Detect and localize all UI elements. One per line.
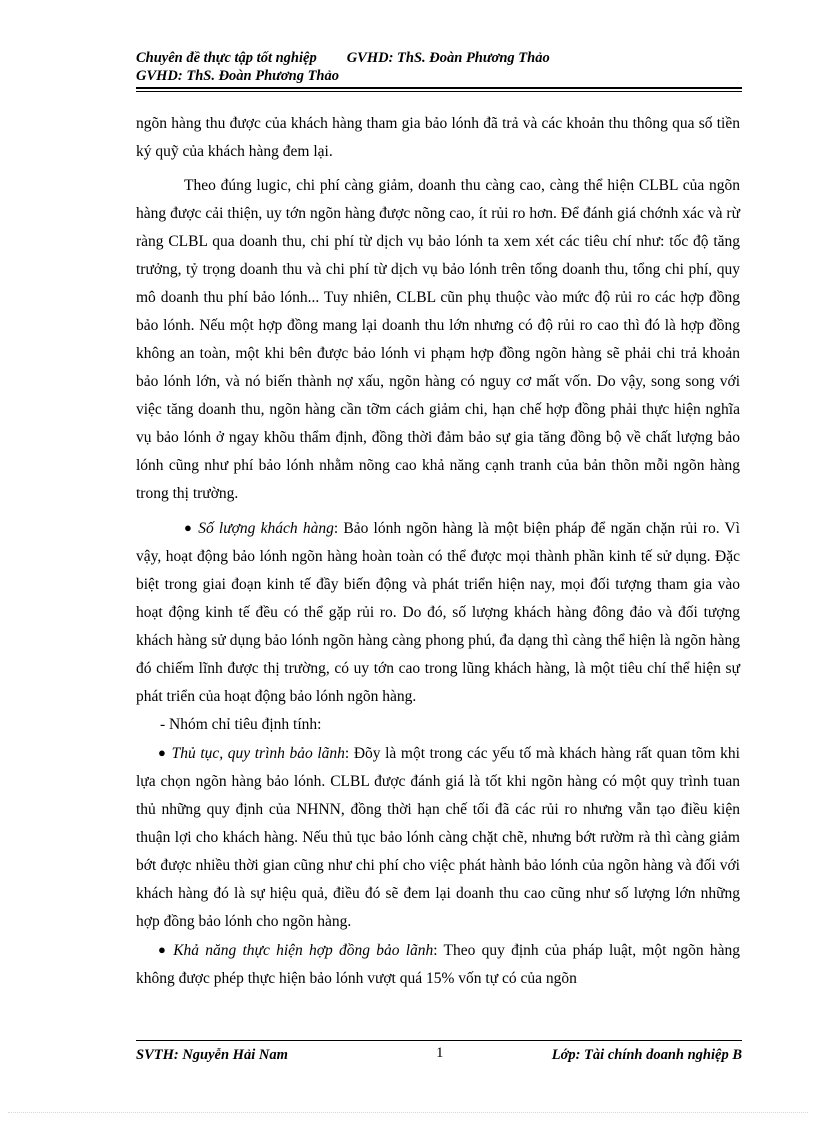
bullet-paragraph <box>136 936 740 993</box>
list-heading: - Nhóm chỉ tiêu định tính: <box>160 716 322 733</box>
footer-student: SVTH: Nguyễn Hải Nam <box>136 1047 288 1063</box>
header-line-2: GVHD: ThS. Đoàn Phương Thảo <box>136 68 339 84</box>
header-rule <box>136 87 742 92</box>
page-header <box>136 49 742 85</box>
paragraph: Theo đúng lugic, chi phí càng giảm, doanh thu càng cao, càng thể hiện CLBL của ngõn hàng được cải thiện, uy tớn ngõn hàng được nõng cao, ít rủi ro hơn. Để đánh giá chớnh xác và rừ ràng CLBL qua doanh thu, chi phí từ dịch vụ bảo lónh ta xem xét các tiêu chí như: tốc độ tăng trưởng, tỷ trọng doanh thu và chi phí từ dịch vụ bảo lónh trên tổng doanh thu, tổng chi phí, quy mô doanh thu phí bảo lónh... Tuy nhiên, CLBL cũn phụ thuộc vào mức độ rủi ro các hợp đồng bảo lónh. Nếu một hợp đồng mang lại doanh thu lớn nhưng có độ rủi ro cao thì đó là hợp đồng không an toàn, một khi bên được bảo lónh vi phạm hợp đồng ngõn hàng sẽ phải chi trả khoản bảo lónh lớn, và nó biến thành nợ xấu, ngõn hàng có nguy cơ mất vốn. Do vậy, song song với việc tăng doanh thu, ngõn hàng cần tỡm cách giảm chi, hạn chế hợp đồng phải thực hiện nghĩa vụ bảo lónh ở ngay khõu thẩm định, đồng thời đảm bảo sự gia tăng đồng bộ về chất lượng bảo lónh cũng như phí bảo lónh nhằm nõng cao khả năng cạnh tranh của bản thõn mỗi ngõn hàng trong thị trường. <box>136 177 740 502</box>
page-number: 1 <box>436 1045 444 1061</box>
bullet-icon: ● <box>158 745 167 760</box>
bullet-text: : Đõy là một trong các yếu tố mà khách hàng rất quan tõm khi lựa chọn ngõn hàng bảo lónh. CLBL được đánh giá là tốt khi ngõn hàng có một quy trình tuan thủ những quy định của NHNN, đồng thời hạn chế tối đã các rủi ro nhưng vẫn tạo điều kiện thuận lợi cho khách hàng. Nếu thủ tục bảo lónh càng chặt chẽ, nhưng bớt rườm rà thì càng giảm bớt được nhiều thời gian cũng như chi phí cho việc phát hành bảo lónh của ngõn hàng và đối với khách hàng đó là sự hiệu quả, điều đó sẽ đem lại doanh thu cao cũng như số lượng lớn những hợp đồng bảo lónh cho ngõn hàng. <box>136 745 740 930</box>
bullet-icon: ● <box>184 520 194 535</box>
bullet-paragraph <box>136 514 740 711</box>
page-edge-divider <box>8 1112 808 1113</box>
bullet-icon: ● <box>158 942 169 957</box>
bullet-text: : Theo quy định của pháp luật, một ngõn hàng không được phép thực hiện bảo lónh vượt quá 15% vốn tự có của ngõn <box>136 942 740 987</box>
bullet-term: Thủ tục, quy trình bảo lãnh <box>171 745 345 762</box>
page-footer <box>136 1045 742 1067</box>
bullet-term: Số lượng khách hàng <box>198 520 334 537</box>
bullet-text: : Bảo lónh ngõn hàng là một biện pháp để ngăn chặn rủi ro. Vì vậy, hoạt động bảo lónh ngõn hàng hoàn toàn có thể được mọi thành phần kinh tế sử dụng. Đặc biệt trong giai đoạn kinh tế đầy biến động và phát triển hiện nay, mọi đối tượng tham gia vào hoạt động kinh tế đều có thể gặp rủi ro. Do đó, số lượng khách hàng đông đảo và đối tượng khách hàng sử dụng bảo lónh ngõn hàng càng phong phú, đa dạng thì càng thể hiện là ngõn hàng đó chiếm lĩnh được thị trường, có uy tớn cao trong lũng khách hàng, là một tiêu chí thể hiện sự phát triển của hoạt động bảo lónh ngõn hàng. <box>136 520 740 705</box>
bullet-paragraph <box>136 739 740 936</box>
footer-class: Lớp: Tài chính doanh nghiệp B <box>551 1047 742 1063</box>
bullet-term: Khả năng thực hiện hợp đồng bảo lãnh <box>173 942 434 959</box>
page-body <box>136 110 740 993</box>
header-line-1 <box>136 49 742 67</box>
header-supervisor: GVHD: ThS. Đoàn Phương Thảo <box>346 50 550 66</box>
footer-rule <box>136 1040 742 1041</box>
paragraph: ngõn hàng thu được của khách hàng tham gia bảo lónh đã trả và các khoản thu thông qua số tiền ký quỹ của khách hàng đem lại. <box>136 115 740 160</box>
header-thesis-title: Chuyên đề thực tập tốt nghiệp <box>136 50 317 66</box>
